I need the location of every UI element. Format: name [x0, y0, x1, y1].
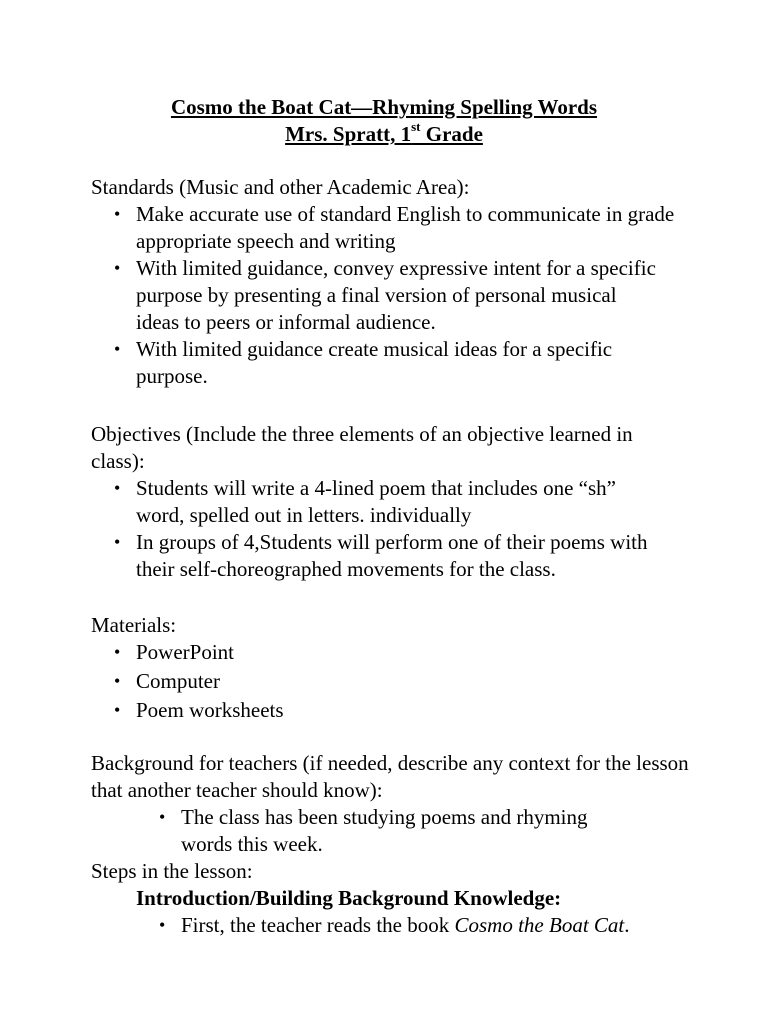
- objectives-list: [91, 475, 691, 583]
- background-section: [91, 750, 691, 804]
- bullet-icon: •: [114, 642, 121, 662]
- materials-section: [91, 612, 691, 724]
- bullet-icon: •: [114, 339, 121, 359]
- standards-heading: Standards (Music and other Academic Area):: [91, 175, 470, 199]
- list-item: [91, 639, 691, 666]
- standard-text: Make accurate use of standard English to communicate in grade appropriate speech and writing: [136, 202, 675, 253]
- materials-heading: Materials:: [91, 613, 177, 637]
- list-item: [91, 529, 691, 583]
- standard-text: With limited guidance, convey expressive intent for a specific purpose by presenting a final version of personal musical ideas to peers or informal audience.: [136, 256, 656, 334]
- background-heading: Background for teachers (if needed, describe any context for the lesson that another teacher should know):: [91, 751, 689, 802]
- list-item: [91, 697, 691, 724]
- background-list: [136, 804, 636, 858]
- bullet-icon: •: [159, 807, 166, 827]
- list-item: [91, 668, 691, 695]
- document-title: [0, 94, 768, 148]
- standards-list: [91, 201, 691, 390]
- steps-heading: Steps in the lesson:: [91, 859, 253, 883]
- title-ordinal-suffix: st: [411, 119, 421, 134]
- objective-text: In groups of 4,Students will perform one of their poems with their self-choreographed movements for the class.: [136, 530, 648, 581]
- material-text: Computer: [136, 669, 220, 693]
- objective-text: Students will write a 4-lined poem that includes one “sh” word, spelled out in letters. individually: [136, 476, 616, 527]
- list-item: [91, 475, 691, 529]
- bullet-icon: •: [114, 532, 121, 552]
- materials-list: [91, 639, 691, 724]
- bullet-icon: •: [114, 671, 121, 691]
- list-item: [136, 804, 636, 858]
- steps-subheading: Introduction/Building Background Knowledge:: [136, 886, 562, 910]
- background-text: The class has been studying poems and rhyming words this week.: [181, 805, 588, 856]
- bullet-icon: •: [114, 204, 121, 224]
- list-item: [91, 336, 691, 390]
- material-text: Poem worksheets: [136, 698, 284, 722]
- material-text: PowerPoint: [136, 640, 235, 664]
- bullet-icon: •: [159, 915, 166, 935]
- list-item: [91, 255, 691, 336]
- title-line-1: Cosmo the Boat Cat—Rhyming Spelling Words: [170, 95, 598, 119]
- title-grade-word: Grade: [420, 122, 483, 146]
- title-teacher-grade: Mrs. Spratt, 1: [285, 122, 412, 146]
- objectives-heading: Objectives (Include the three elements of an objective learned in class):: [91, 422, 633, 473]
- list-item: [136, 912, 696, 939]
- standards-section: [91, 174, 691, 390]
- background-list-wrap: [136, 804, 636, 858]
- title-line-2: [0, 121, 768, 148]
- list-item: [91, 201, 691, 255]
- steps-list-wrap: [136, 912, 696, 939]
- steps-section: [91, 858, 691, 885]
- bullet-icon: •: [114, 258, 121, 278]
- objectives-section: [91, 421, 691, 583]
- standard-text: With limited guidance create musical ideas for a specific purpose.: [136, 337, 613, 388]
- step-text-suffix: .: [624, 913, 630, 937]
- bullet-icon: •: [114, 700, 121, 720]
- steps-list: [136, 912, 696, 939]
- book-title: Cosmo the Boat Cat: [454, 913, 625, 937]
- bullet-icon: •: [114, 478, 121, 498]
- step-text-prefix: First, the teacher reads the book: [181, 913, 455, 937]
